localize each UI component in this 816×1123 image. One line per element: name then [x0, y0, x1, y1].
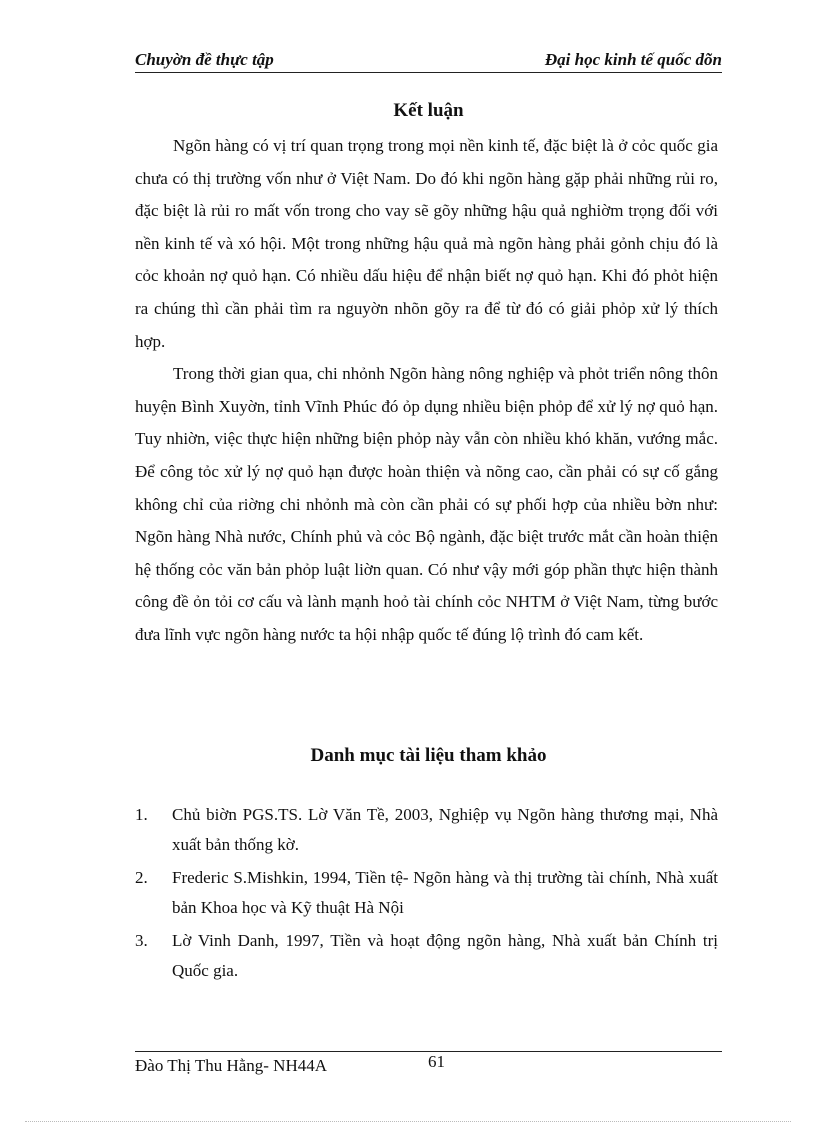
reference-item	[135, 863, 718, 923]
references-list	[135, 800, 718, 989]
header-left-text: Chuyờn đề thực tập	[135, 50, 274, 69]
reference-item	[135, 800, 718, 860]
page-header	[135, 50, 722, 73]
header-right-text: Đại học kinh tế quốc dõn	[544, 50, 722, 69]
reference-text: Chủ biờn PGS.TS. Lờ Văn Tề, 2003, Nghiệp vụ Ngõn hàng thương mại, Nhà xuất bản thống kờ.	[172, 805, 718, 854]
reference-number: 3.	[135, 931, 148, 950]
references-title: Danh mục tài liệu tham khảo	[310, 745, 547, 766]
reference-number: 1.	[135, 805, 148, 824]
footer-author: Đào Thị Thu Hằng- NH44A	[135, 1056, 328, 1075]
conclusion-title: Kết luận	[393, 100, 464, 121]
page-bottom-edge	[25, 1121, 791, 1122]
conclusion-body	[135, 130, 718, 652]
reference-text: Lờ Vinh Danh, 1997, Tiền và hoạt động ngõn hàng, Nhà xuất bản Chính trị Quốc gia.	[172, 931, 718, 980]
reference-item	[135, 926, 718, 986]
conclusion-paragraph-1: Ngõn hàng có vị trí quan trọng trong mọi nền kinh tế, đặc biệt là ở cỏc quốc gia chưa có thị trường vốn như ở Việt Nam. Do đó khi ngõn hàng gặp phải những rủi ro, đặc biệt là rủi ro mất vốn trong cho vay sẽ gõy những hậu quả nghiờm trọng đối với nền kinh tế và xó hội. Một trong những hậu quả mà ngõn hàng phải gỏnh chịu đó là cỏc khoản nợ quỏ hạn. Có nhiều dấu hiệu để nhận biết nợ quỏ hạn. Khi đó phỏt hiện ra chúng thì cần phải tìm ra nguyờn nhõn gõy ra để từ đó có giải phỏp xử lý thích hợp.	[135, 136, 718, 351]
reference-number: 2.	[135, 868, 148, 887]
page-number: 61	[428, 1052, 445, 1071]
conclusion-paragraph-2: Trong thời gian qua, chi nhỏnh Ngõn hàng nông nghiệp và phỏt triển nông thôn huyện Bình Xuyờn, tỉnh Vĩnh Phúc đó ỏp dụng nhiều biện phỏp để xử lý nợ quỏ hạn. Tuy nhiờn, việc thực hiện những biện phỏp này vẫn còn nhiều khó khăn, vướng mắc. Để công tỏc xử lý nợ quỏ hạn được hoàn thiện và nõng cao, cần phải có sự cố gắng không chỉ của riờng chi nhỏnh mà còn cần phải có sự phối hợp của nhiều bờn như: Ngõn hàng Nhà nước, Chính phủ và cỏc Bộ ngành, đặc biệt trước mắt cần hoàn thiện hệ thống cỏc văn bản phỏp luật liờn quan. Có như vậy mới góp phần thực hiện thành công đề ỏn tỏi cơ cấu và lành mạnh hoỏ tài chính cỏc NHTM ở Việt Nam, từng bước đưa lĩnh vực ngõn hàng nước ta hội nhập quốc tế đúng lộ trình đó cam kết.	[135, 364, 718, 644]
reference-text: Frederic S.Mishkin, 1994, Tiền tệ- Ngõn hàng và thị trường tài chính, Nhà xuất bản Khoa học và Kỹ thuật Hà Nội	[172, 868, 718, 917]
